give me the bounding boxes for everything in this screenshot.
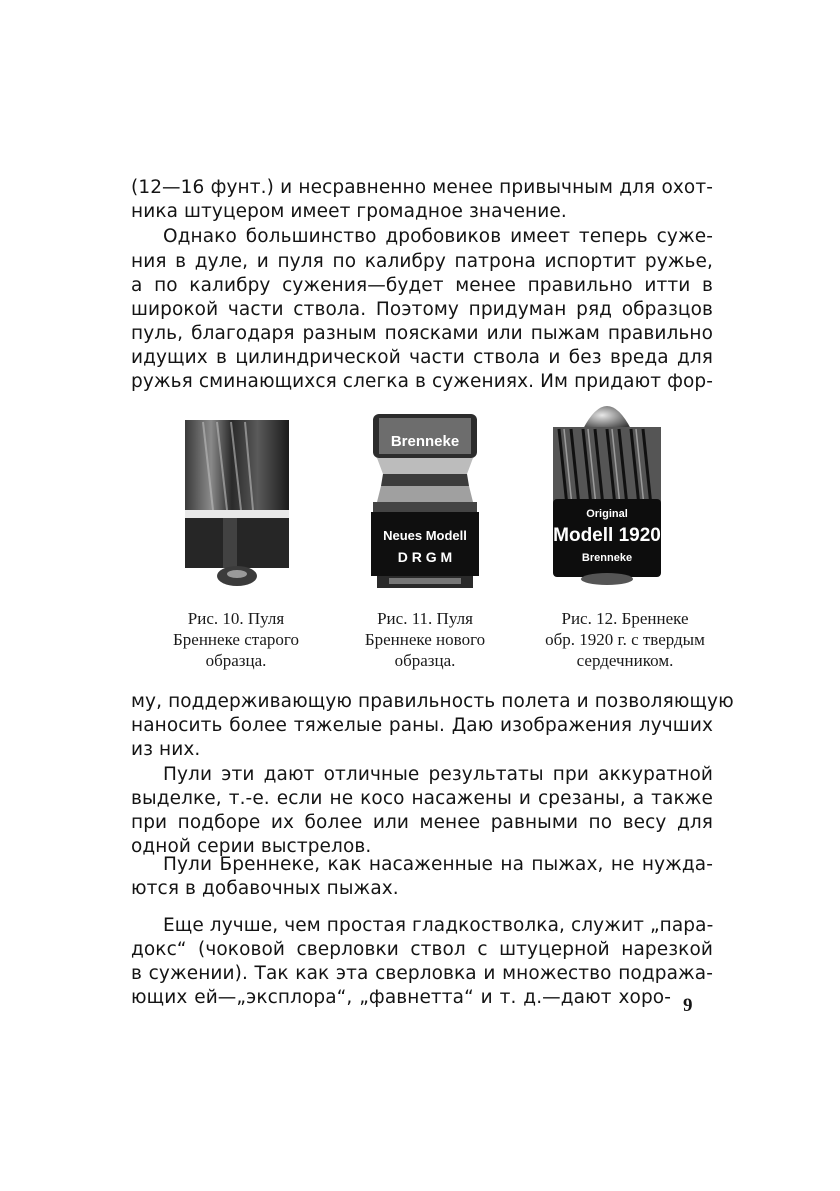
caption-line: Бреннеке нового xyxy=(364,630,486,649)
caption-line: Рис. 12. Бреннеке xyxy=(561,609,689,628)
text-line: выделке, т.-е. если не косо насажены и срезаны, а также xyxy=(131,788,713,809)
text-line: Пули Бреннеке, как насаженные на пыжах, не нужда- xyxy=(163,854,713,875)
text-line: ющих ей—„эксплора“, „фавнетта“ и т. д.—дают хоро- xyxy=(131,987,671,1008)
text-line: идущих в цилиндрической части ствола и без вреда для xyxy=(131,347,713,368)
figure-10-image xyxy=(183,418,293,590)
figure-12-image xyxy=(551,389,663,587)
page-number: 9 xyxy=(683,995,693,1016)
figure-12-label-mid: Modell 1920 xyxy=(553,525,661,546)
text-line: наносить более тяжелые раны. Даю изображения лучших xyxy=(131,715,713,736)
figure-11-caption xyxy=(340,608,510,671)
text-line: (12—16 фунт.) и несравненно менее привычным для охот- xyxy=(131,177,713,198)
text-line: ружья сминающихся слегка в сужениях. Им придают фор- xyxy=(131,371,714,392)
figure-11-image xyxy=(369,412,481,592)
text-line: в сужении). Так как эта сверловка и множество подража- xyxy=(131,963,713,984)
caption-line: образца. xyxy=(205,651,267,670)
caption-line: Рис. 11. Пуля xyxy=(377,609,473,628)
text-line: му, поддерживающую правильность полета и позволяющую xyxy=(131,691,734,712)
text-line: широкой части ствола. Поэтому придуман ряд образцов xyxy=(131,299,713,320)
figure-11-label-bot: D R G M xyxy=(397,549,453,565)
text-line: одной серии выстрелов. xyxy=(131,836,372,857)
caption-line: Рис. 10. Пуля xyxy=(187,609,285,628)
text-line: ются в добавочных пыжах. xyxy=(131,878,399,899)
figure-12-caption xyxy=(522,608,728,671)
text-line: а по калибру сужения—будет менее правильно итти в xyxy=(131,275,713,296)
text-line: ника штуцером имеет громадное значение. xyxy=(131,201,567,222)
text-line: докс“ (чоковой сверловки ствол с штуцерной нарезкой xyxy=(131,939,713,960)
text-line: из них. xyxy=(131,739,201,760)
caption-line: обр. 1920 г. с твердым xyxy=(545,630,705,649)
figure-12-label-top: Original xyxy=(586,508,628,520)
text-line: Еще лучше, чем простая гладкостволка, служит „пара- xyxy=(163,915,714,936)
text-line: при подборе их более или менее равными по весу для xyxy=(131,812,713,833)
figure-11-label-top: Brenneke xyxy=(390,433,460,450)
text-line: ния в дуле, и пуля по калибру патрона испортит ружье, xyxy=(131,251,713,272)
text-line: Пули эти дают отличные результаты при аккуратной xyxy=(163,764,713,785)
caption-line: сердечником. xyxy=(576,651,674,670)
figure-12-label-bot: Brenneke xyxy=(581,552,633,564)
figure-10-caption xyxy=(148,608,324,671)
caption-line: Бреннеке старого xyxy=(173,630,299,649)
text-line: пуль, благодаря разным поясками или пыжам правильно xyxy=(131,323,713,344)
text-line: Однако большинство дробовиков имеет теперь суже- xyxy=(163,226,713,247)
caption-line: образца. xyxy=(394,651,456,670)
figure-11-label-mid: Neues Modell xyxy=(383,528,467,543)
